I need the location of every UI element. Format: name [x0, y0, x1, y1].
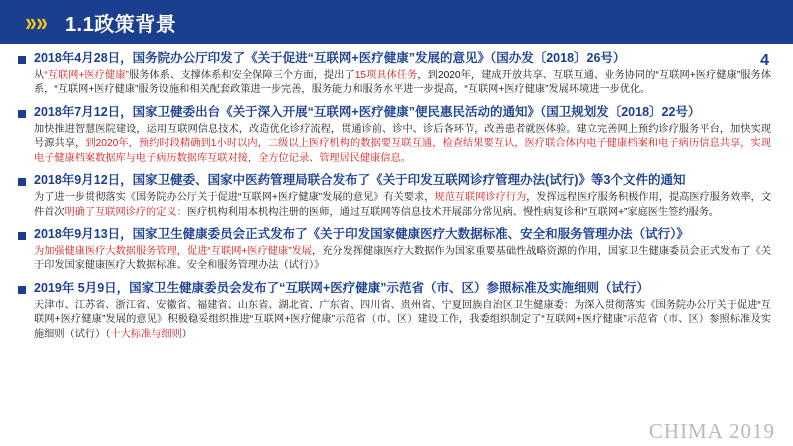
text-run: 从 — [34, 69, 45, 81]
list-item-header — [18, 172, 771, 189]
text-run-highlight: 到2020年，预约时段精确到1小时以内，二级以上医疗机构的数据要互联互通，检查结果要互认，医疗联合体内电子健康档案和电子病历信息共享，实现电子健康档案数据库与电子病历数据库互联对接，全方位记录、管理居民健康信息。 — [34, 138, 772, 164]
list-item-body — [34, 123, 771, 166]
text-run: 为了进一步贯彻落实《国务院办公厅关于促进“互联网+医疗健康”发展的意见》有关要求， — [34, 192, 435, 204]
list-item-title: 2018年9月12日，国家卫健委、国家中医药管理局联合发布了《关于印发互联网诊疗管理办法(试行)》等3个文件的通知 — [34, 173, 686, 188]
text-run: 天津市、江苏省、浙江省、安徽省、福建省、山东省、湖北省、广东省、四川省、贵州省、宁夏回族自治区卫生健康委：为深入贯彻落实《国务院办公厅关于促进“互联网+医疗健康”发展的意见》积极稳妥组织推进“互联网+医疗健康”示范省（市、区）建设工作，我委组织制定了“互联网+医疗健康”示范省（市、区）参照标准及实施细则（试行）（ — [34, 299, 771, 340]
text-run-highlight: 规范互联网诊疗行为 — [434, 192, 527, 204]
slide-header — [0, 0, 793, 44]
text-run: 医疗机构利用本机构注册的医师，通过互联网等信息技术开展部分常见病、慢性病复诊和“互联网+”家庭医生签约服务。 — [186, 206, 720, 218]
square-bullet-icon — [18, 286, 26, 294]
chevron-right-icon-1: » — [25, 7, 36, 37]
text-run-highlight: “互联网+医疗健康” — [207, 245, 292, 257]
chevron-right-icon-2: » — [36, 7, 47, 37]
text-run: 服务体系、支撑体系和安全保障三个方面，提出了 — [128, 69, 355, 81]
list-item-body — [34, 245, 771, 274]
list-item — [18, 104, 771, 166]
chevron-decoration-icon — [24, 9, 47, 35]
content-list — [0, 50, 793, 348]
text-run-highlight: 十大标准与细则 — [110, 328, 182, 340]
text-run-highlight: 发展 — [291, 245, 313, 257]
list-item-header — [18, 226, 771, 243]
list-item-title: 2019年 5月9日，国家卫生健康委员会发布了“互联网+医疗健康”示范省（市、区）参照标准及实施细则（试行） — [34, 280, 649, 295]
list-item — [18, 280, 771, 342]
text-run-highlight: “互联网+医疗健康” — [44, 69, 129, 81]
text-run-highlight: 明确了互联网诊疗的定义： — [64, 206, 187, 218]
text-run-highlight: 为加强健康医疗大数据服务管理，促进 — [34, 245, 208, 257]
text-run: ，发挥远程医疗服务积极作用，提高医疗服务效率，文件首次 — [34, 192, 772, 218]
list-item-body — [34, 69, 771, 98]
list-item — [18, 172, 771, 220]
square-bullet-icon — [18, 56, 26, 64]
list-item — [18, 50, 771, 98]
text-run: 加快推进智慧医院建设，运用互联网信息技术，改造优化诊疗流程，贯通诊前、诊中、诊后各环节，改善患者就医体验。建立完善网上预约诊疗服务平台，加快实现号源共享， — [34, 123, 771, 150]
page-number: 4 — [760, 52, 769, 69]
watermark: CHIMA 2019 — [648, 419, 775, 443]
list-item-header — [18, 50, 771, 67]
list-item — [18, 226, 771, 274]
list-item-title: 2018年9月13日，国家卫生健康委员会正式发布了《关于印发国家健康医疗大数据标准、安全和服务管理办法（试行）》 — [34, 227, 689, 242]
list-item-header — [18, 104, 771, 121]
list-item-title: 2018年4月28日，国务院办公厅印发了《关于促进“互联网+医疗健康”发展的意见》（国办发〔2018〕26号） — [34, 51, 626, 65]
list-item-body — [34, 191, 771, 220]
square-bullet-icon — [18, 232, 26, 240]
square-bullet-icon — [18, 110, 26, 118]
list-item-title: 2018年7月12日，国家卫健委出台《关于深入开展“互联网+医疗健康”便民惠民活动的通知》（国卫规划发〔2018〕22号） — [34, 104, 701, 119]
page-title: 1.1政策背景 — [64, 13, 177, 36]
text-run: ，充分发挥健康医疗大数据作为国家重要基础性战略资源的作用，国家卫生健康委员会正式发布了《关于印发国家健康医疗大数据标准、安全和服务管理办法（试行）》 — [34, 245, 772, 272]
list-item-body — [34, 299, 771, 342]
text-run-highlight: 15项具体任务 — [354, 69, 418, 81]
square-bullet-icon — [18, 178, 26, 186]
text-run: ，到2020年，建成开放共享、互联互通、业务协同的“互联网+医疗健康”服务体系，“互联网+医疗健康”服务设施和相关配套政策进一步完善，服务能力和服务水平进一步提高，“互联网+医疗健康”发展环境进一步优化。 — [34, 69, 772, 96]
list-item-header — [18, 280, 771, 297]
text-run: ） — [181, 328, 192, 340]
